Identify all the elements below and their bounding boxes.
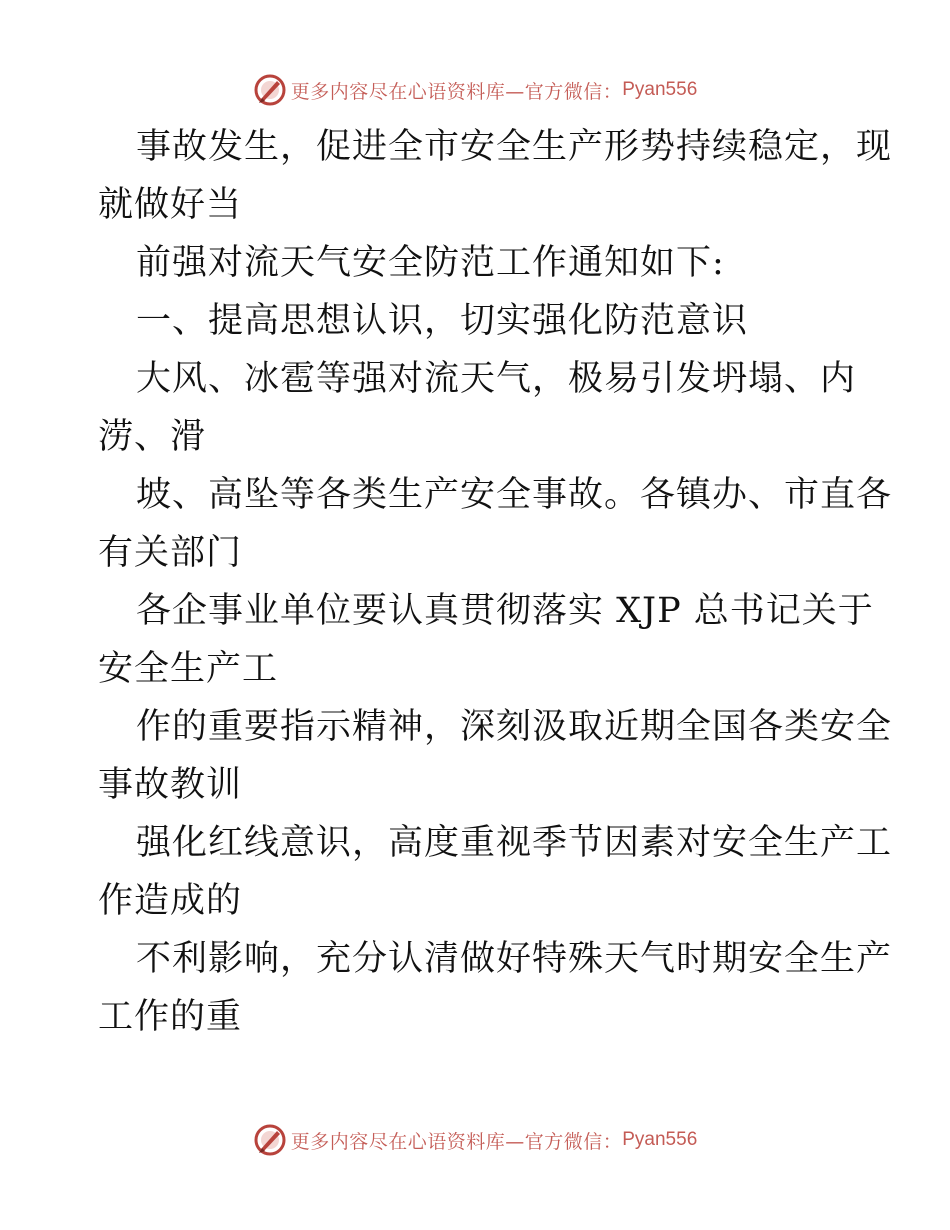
text-line: 工作的重 [98, 997, 243, 1037]
quill-seal-logo-icon [253, 1123, 287, 1157]
text-line: 大风、冰雹等强对流天气，极易引发坍塌、内 [136, 359, 857, 399]
text-line: 强化红线意识，高度重视季节因素对安全生产工 [136, 823, 893, 863]
watermark-handle: Pyan556 [622, 79, 698, 100]
text-line: 安全生产工 [98, 649, 279, 689]
watermark-text: 更多内容尽在心语资料库—官方微信： [290, 80, 623, 103]
footer-watermark [0, 1120, 950, 1160]
text-line: 就做好当 [98, 185, 243, 225]
text-line: 涝、滑 [98, 417, 207, 457]
text-line: 有关部门 [98, 533, 243, 573]
text-line: 坡、高坠等各类生产安全事故。各镇办、市直各 [136, 475, 893, 515]
text-line: 各企事业单位要认真贯彻落实 XJP 总书记关于 [136, 591, 874, 631]
text-line: 事故发生，促进全市安全生产形势持续稳定，现 [136, 127, 893, 167]
watermark-text: 更多内容尽在心语资料库—官方微信： [290, 1130, 623, 1153]
text-line: 作的重要指示精神，深刻汲取近期全国各类安全 [136, 707, 893, 747]
header-watermark [0, 70, 950, 110]
text-line: 不利影响，充分认清做好特殊天气时期安全生产 [136, 939, 893, 979]
document-body [98, 118, 893, 1046]
watermark-handle: Pyan556 [622, 1129, 698, 1150]
text-line: 前强对流天气安全防范工作通知如下: [136, 243, 725, 283]
text-line: 事故教训 [98, 765, 243, 805]
quill-seal-logo-icon [253, 73, 287, 107]
section-heading: 一、提高思想认识，切实强化防范意识 [136, 301, 749, 341]
text-line: 作造成的 [98, 881, 243, 921]
